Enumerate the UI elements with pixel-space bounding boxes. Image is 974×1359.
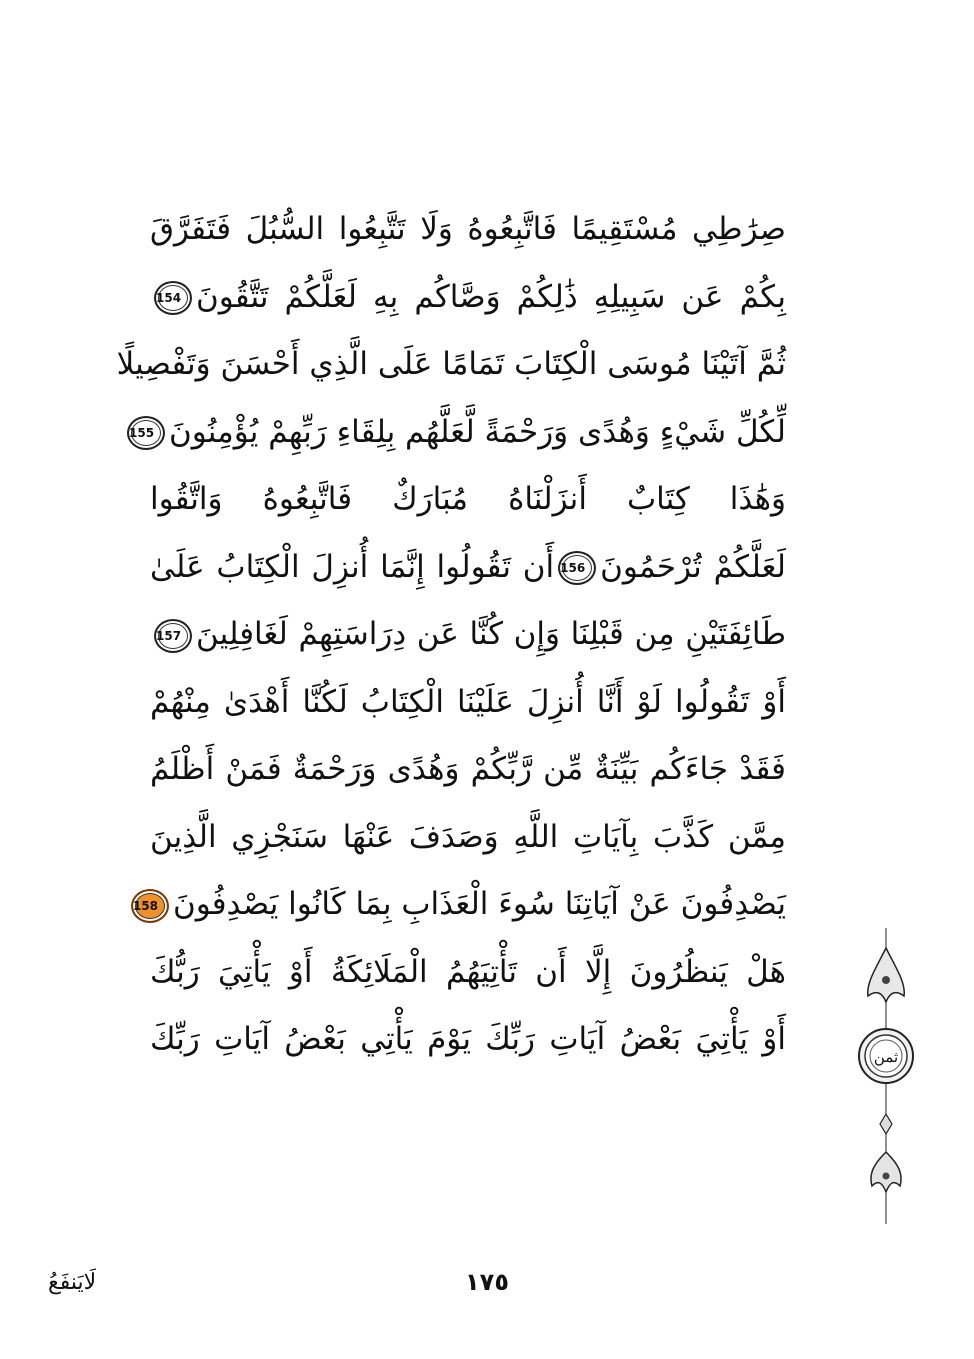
- page-number: ١٧٥: [465, 1268, 509, 1296]
- text-line-5: وَهَٰذَا كِتَابٌ أَنزَلْنَاهُ مُبَارَكٌ فَاتَّبِعُوهُ وَاتَّقُوا: [150, 481, 786, 517]
- catchword: لَايَنفَعُ: [48, 1270, 97, 1295]
- text-line-11: يَصْدِفُونَ عَنْ آيَاتِنَا سُوءَ الْعَذَابِ بِمَا كَانُوا يَصْدِفُونَ158: [132, 886, 786, 922]
- text-line-13: أَوْ يَأْتِيَ بَعْضُ آيَاتِ رَبِّكَ يَوْمَ يَأْتِي بَعْضُ آيَاتِ رَبِّكَ: [150, 1021, 786, 1057]
- text-line-9: فَقَدْ جَاءَكُم بَيِّنَةٌ مِّن رَّبِّكُمْ وَهُدًى وَرَحْمَةٌ فَمَنْ أَظْلَمُ: [150, 751, 786, 787]
- text-line-7: طَائِفَتَيْنِ مِن قَبْلِنَا وَإِن كُنَّا عَن دِرَاسَتِهِمْ لَغَافِلِينَ157: [156, 616, 786, 652]
- text-line-3: ثُمَّ آتَيْنَا مُوسَى الْكِتَابَ تَمَامًا عَلَى الَّذِي أَحْسَنَ وَتَفْصِيلًا: [116, 346, 786, 382]
- text-line-8: أَوْ تَقُولُوا لَوْ أَنَّا أُنزِلَ عَلَيْنَا الْكِتَابُ لَكُنَّا أَهْدَىٰ مِنْهُمْ: [150, 683, 786, 720]
- ayah-marker-154: 154: [154, 281, 192, 315]
- svg-text:ثمن: ثمن: [873, 1048, 899, 1066]
- text-line-12: هَلْ يَنظُرُونَ إِلَّا أَن تَأْتِيَهُمُ الْمَلَائِكَةُ أَوْ يَأْتِيَ رَبُّكَ: [150, 953, 786, 990]
- quran-text-block: [116, 196, 786, 1074]
- text-line-1: صِرَٰطِي مُسْتَقِيمًا فَاتَّبِعُوهُ وَلَا تَتَّبِعُوا السُّبُلَ فَتَفَرَّقَ: [150, 211, 786, 247]
- hizb-quarter-ornament: [858, 928, 914, 1224]
- ayah-marker-157: 157: [154, 619, 192, 653]
- text-line-4: لِّكُلِّ شَيْءٍ وَهُدًى وَرَحْمَةً لَّعَلَّهُم بِلِقَاءِ رَبِّهِمْ يُؤْمِنُونَ155: [129, 413, 786, 450]
- ayah-marker-155: 155: [127, 416, 165, 450]
- ornament-icon: [858, 928, 914, 1224]
- text-line-6: لَعَلَّكُمْ تُرْحَمُونَ156أَن تَقُولُوا إِنَّمَا أُنزِلَ الْكِتَابُ عَلَىٰ: [150, 548, 786, 585]
- text-line-2: بِكُمْ عَن سَبِيلِهِ ذَٰلِكُمْ وَصَّاكُم بِهِ لَعَلَّكُمْ تَتَّقُونَ154: [156, 278, 786, 315]
- text-line-10: مِمَّن كَذَّبَ بِآيَاتِ اللَّهِ وَصَدَفَ عَنْهَا سَنَجْزِي الَّذِينَ: [150, 818, 786, 855]
- ayah-marker-156: 156: [558, 551, 596, 585]
- ayah-marker-158: 158: [131, 889, 169, 923]
